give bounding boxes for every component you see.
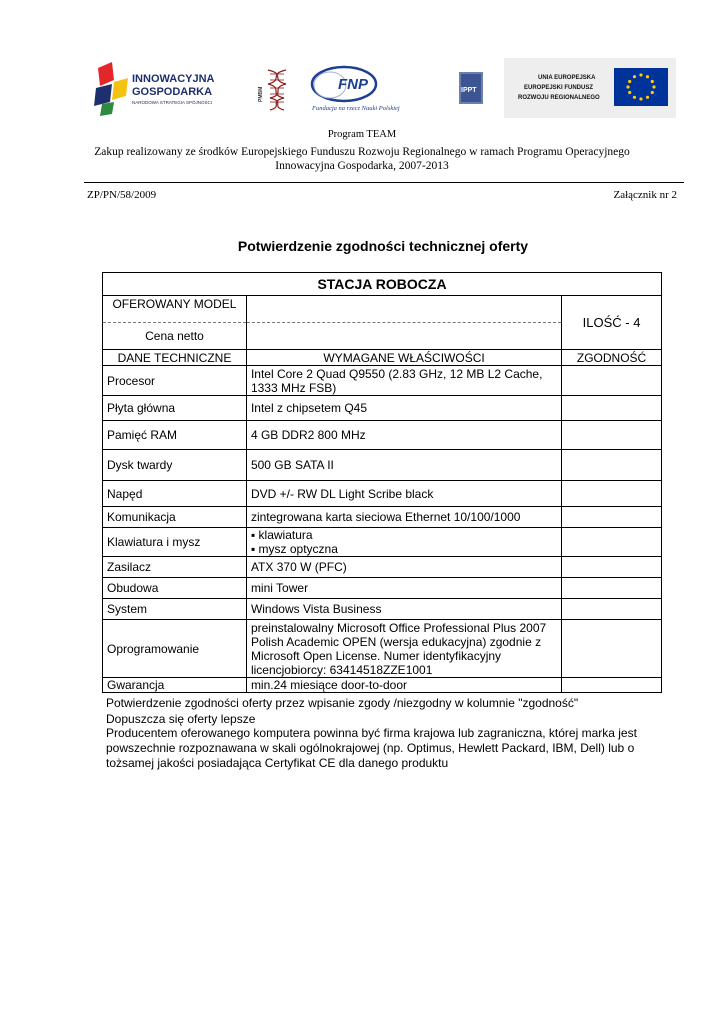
row-value-list bbox=[246, 528, 561, 557]
note-better-offers: Dopuszcza się oferty lepsze bbox=[106, 712, 256, 726]
pmbm-logo bbox=[256, 58, 296, 118]
reference-number: ZP/PN/58/2009 bbox=[87, 189, 157, 201]
logo-ig-line1: INNOWACYJNA bbox=[132, 73, 215, 85]
fnp-logo bbox=[306, 58, 436, 118]
spec-table bbox=[102, 272, 662, 693]
table-row bbox=[103, 421, 662, 450]
table-row bbox=[103, 678, 662, 693]
row-value: 4 GB DDR2 800 MHz bbox=[246, 421, 561, 450]
eu-erdf-logo bbox=[504, 58, 676, 118]
logo-ig-tagline: NARODOWA STRATEGIA SPÓJNOŚCI bbox=[132, 100, 213, 105]
logo-ig-line2: GOSPODARKA bbox=[132, 86, 213, 98]
funding-line-2: Innowacyjna Gospodarka, 2007-2013 bbox=[275, 160, 449, 172]
row-compliance[interactable] bbox=[562, 450, 662, 481]
net-price-label: Cena netto bbox=[145, 329, 204, 343]
row-compliance[interactable] bbox=[562, 599, 662, 620]
row-param: Procesor bbox=[103, 366, 247, 396]
row-value: preinstalowalny Microsoft Office Professional Plus 2007 Polish Academic OPEN (wersja edukacyjna) zgodnie z Microsoft Open License. Numer identyfikacyjny licencjobiorcy: 63414518ZZE1001 bbox=[246, 620, 561, 678]
row-param: Pamięć RAM bbox=[103, 421, 247, 450]
header-tech-data: DANE TECHNICZNE bbox=[103, 350, 247, 366]
row-param: Napęd bbox=[103, 481, 247, 507]
row-compliance[interactable] bbox=[562, 507, 662, 528]
note-compliance: Potwierdzenie zgodności oferty przez wpisanie zgody /niezgodny w kolumnie "zgodność" bbox=[106, 696, 579, 710]
row-param: System bbox=[103, 599, 247, 620]
row-value: Intel z chipsetem Q45 bbox=[246, 396, 561, 421]
model-label-cell bbox=[103, 296, 247, 350]
logo-ippt-text: IPPT bbox=[461, 87, 477, 94]
logo-bar bbox=[92, 58, 682, 118]
funding-line-1: Zakup realizowany ze środków Europejskiego Funduszu Rozwoju Regionalnego w ramach Programu Operacyjnego bbox=[94, 146, 630, 158]
document-title: Potwierdzenie zgodności technicznej oferty bbox=[237, 238, 529, 254]
row-compliance[interactable] bbox=[562, 481, 662, 507]
row-value: zintegrowana karta sieciowa Ethernet 10/100/1000 bbox=[246, 507, 561, 528]
logo-ue-line1: UNIA EUROPEJSKA bbox=[538, 75, 596, 81]
table-row bbox=[103, 450, 662, 481]
table-row bbox=[103, 528, 662, 557]
row-value: ATX 370 W (PFC) bbox=[246, 557, 561, 578]
innowacyjna-gospodarka-logo bbox=[92, 58, 240, 118]
row-value: Intel Core 2 Quad Q9550 (2.83 GHz, 12 MB L2 Cache, 1333 MHz FSB) bbox=[246, 366, 561, 396]
table-row bbox=[103, 366, 662, 396]
list-item: ▪ mysz optyczna bbox=[250, 542, 338, 556]
row-compliance[interactable] bbox=[562, 366, 662, 396]
model-row bbox=[103, 296, 662, 350]
logo-ue-line2: EUROPEJSKI FUNDUSZ bbox=[524, 85, 594, 91]
logo-ue-line3: ROZWOJU REGIONALNEGO bbox=[518, 95, 600, 101]
row-value: mini Tower bbox=[246, 578, 561, 599]
row-value: Windows Vista Business bbox=[246, 599, 561, 620]
row-value: min.24 miesiące door-to-door bbox=[246, 678, 561, 693]
note-manufacturer: Producentem oferowanego komputera powinna być firma krajowa lub zagraniczna, której marka jest powszechnie rozpoznawana w skali ogólnokrajowej (np. Optimus, Hewlett Packard, IBM, Dell) lub o tożsamej jakości posiadająca Certyfikat CE dla danego produktu bbox=[106, 726, 637, 770]
row-param: Płyta główna bbox=[103, 396, 247, 421]
row-param: Obudowa bbox=[103, 578, 247, 599]
table-row bbox=[103, 578, 662, 599]
row-param: Klawiatura i mysz bbox=[103, 528, 247, 557]
row-compliance[interactable] bbox=[562, 578, 662, 599]
row-param: Oprogramowanie bbox=[103, 620, 247, 678]
row-compliance[interactable] bbox=[562, 528, 662, 557]
net-price-field[interactable] bbox=[247, 323, 561, 349]
header-divider bbox=[84, 182, 684, 183]
row-compliance[interactable] bbox=[562, 557, 662, 578]
row-param: Zasilacz bbox=[103, 557, 247, 578]
header-row bbox=[103, 350, 662, 366]
logo-pmbm-text: PMBM bbox=[258, 86, 264, 102]
offered-model-label: OFEROWANY MODEL bbox=[103, 296, 246, 323]
table-row bbox=[103, 557, 662, 578]
table-row bbox=[103, 599, 662, 620]
table-row bbox=[103, 481, 662, 507]
row-value: 500 GB SATA II bbox=[246, 450, 561, 481]
row-param: Gwarancja bbox=[103, 678, 247, 693]
offered-model-field[interactable] bbox=[247, 296, 561, 323]
section-title: STACJA ROBOCZA bbox=[103, 273, 662, 296]
header-compliance: ZGODNOŚĆ bbox=[562, 350, 662, 366]
program-name: Program TEAM bbox=[327, 129, 397, 140]
header-required: WYMAGANE WŁAŚCIWOŚCI bbox=[246, 350, 561, 366]
row-compliance[interactable] bbox=[562, 620, 662, 678]
ippt-logo bbox=[458, 58, 484, 118]
table-title-row bbox=[103, 273, 662, 296]
attachment-label: Załącznik nr 2 bbox=[613, 189, 677, 201]
logo-fnp-tagline: Fundacja na rzecz Nauki Polskiej bbox=[312, 105, 400, 112]
table-row bbox=[103, 507, 662, 528]
list-item: ▪ klawiatura bbox=[250, 528, 313, 542]
table-row bbox=[103, 396, 662, 421]
table-row bbox=[103, 620, 662, 678]
row-compliance[interactable] bbox=[562, 421, 662, 450]
quantity-cell: ILOŚĆ - 4 bbox=[562, 296, 662, 350]
model-input-cell[interactable] bbox=[246, 296, 561, 350]
row-compliance[interactable] bbox=[562, 678, 662, 693]
row-compliance[interactable] bbox=[562, 396, 662, 421]
logo-fnp-abbr: FNP bbox=[338, 76, 368, 93]
row-value: DVD +/- RW DL Light Scribe black bbox=[246, 481, 561, 507]
row-param: Dysk twardy bbox=[103, 450, 247, 481]
row-param: Komunikacja bbox=[103, 507, 247, 528]
